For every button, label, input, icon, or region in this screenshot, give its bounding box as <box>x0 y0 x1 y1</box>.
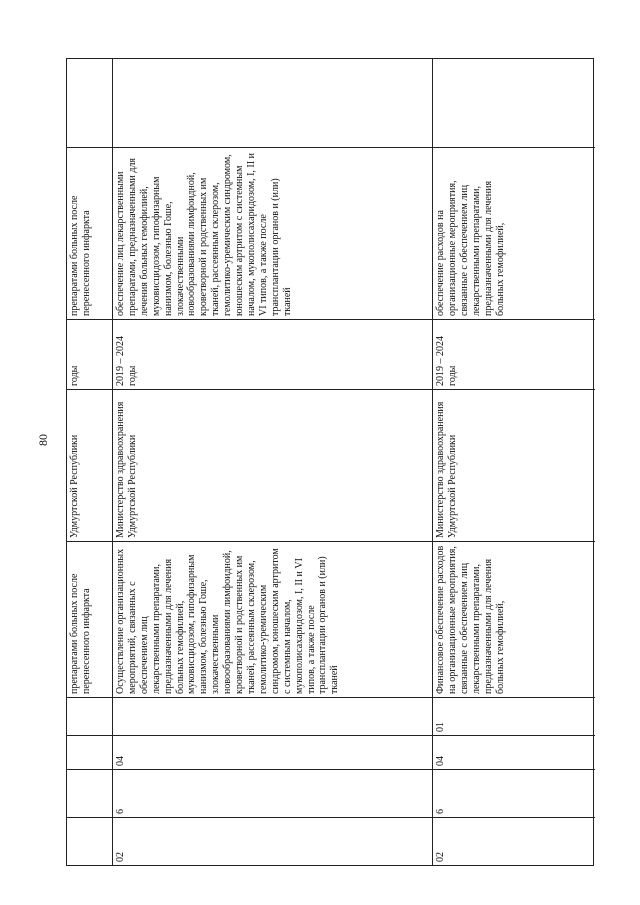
cell-code-1: 02 <box>113 817 432 865</box>
cell-result: обеспечение лиц лекарственными препаратами, предназначенными для лечения больных гемофилией, муковисцидозом, гипофизарным нанизмом, болезнью Гоше, злокачественными новообразованиями лимфоидной, кроветворной и родственных им тканей, рассеянным склерозом, гемолитико-уремическим синдромом, юношеским артритом с системным началом, мукополисахаридозом, I, II и VI типов, а также после трансплантации органов и (или) тканей <box>113 147 432 319</box>
cell-result: обеспечение расходов на организационные мероприятия, связанные с обеспечением лиц лекарственными препаратами, предназначенными для лечения больных гемофилией, <box>433 147 595 319</box>
cell-activity: Осуществление организационных мероприятий, связанных с обеспечением лиц лекарственными препаратами, предназначенными для лечения больных гемофилией, муковисцидозом, гипофизарным нанизмом, болезнью Гоше, злокачественными новообразованиями лимфоидной, кроветворной и родственных им тканей, рассеянным склерозом, гемолитико-уремическим синдромом, юношеским артритом с системным началом, мукополисахаридозом, I, II и VI типов, а также после трансплантации органов и (или) тканей <box>113 541 432 697</box>
cell-code-2: 6 <box>113 769 432 817</box>
cell-code-1: 02 <box>433 817 595 865</box>
cell-executor: Министерство здравоохранения Удмуртской Республики <box>433 389 595 541</box>
cell-period: 2019 – 2024 годы <box>113 319 432 389</box>
cell-code-4: 01 <box>433 697 595 735</box>
page-number: 80 <box>36 434 50 446</box>
cell-executor: Удмуртской Республики <box>67 389 112 541</box>
cell-result: препаратами больных после перенесенного инфаркта <box>67 147 112 319</box>
cell-period: годы <box>67 319 112 389</box>
cell-code-4 <box>113 697 432 735</box>
cell-executor: Министерство здравоохранения Удмуртской Республики <box>113 389 432 541</box>
cell-code-2 <box>67 769 112 817</box>
cell-code-3: 04 <box>113 735 432 769</box>
cell-indicator <box>113 57 432 147</box>
cell-period: 2019 – 2024 годы <box>433 319 595 389</box>
cell-code-3: 04 <box>433 735 595 769</box>
cell-code-2: 6 <box>433 769 595 817</box>
cell-indicator <box>433 57 595 147</box>
cell-activity: Финансовое обеспечение расходов на организационные мероприятия, связанные с обеспечением лиц лекарственными препаратами, предназначенными для лечения больных гемофилией, <box>433 541 595 697</box>
table-row <box>67 59 113 865</box>
cell-activity: препаратами больных после перенесенного инфаркта <box>67 541 112 697</box>
table-row <box>433 59 595 865</box>
cell-code-3 <box>67 735 112 769</box>
table-row <box>113 59 433 865</box>
program-table <box>66 58 594 866</box>
cell-code-4 <box>67 697 112 735</box>
cell-code-1 <box>67 817 112 865</box>
cell-indicator <box>67 57 112 147</box>
